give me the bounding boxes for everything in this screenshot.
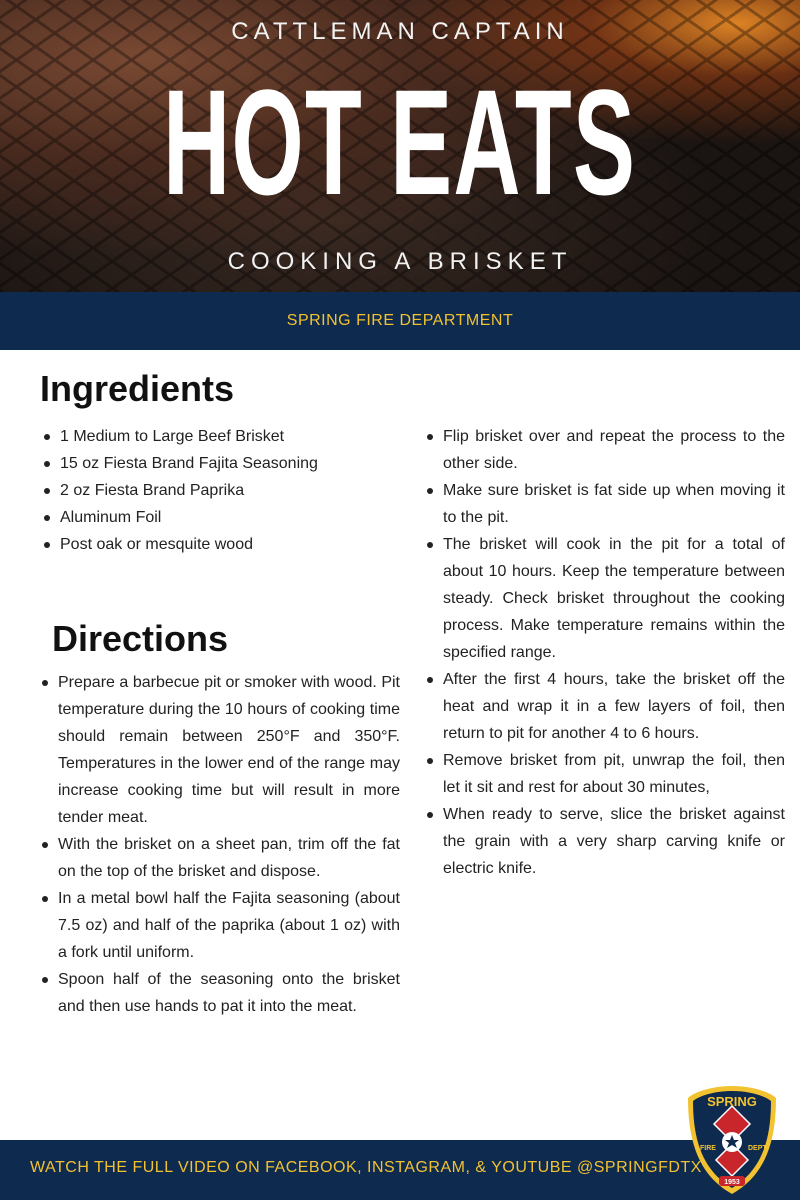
directions-heading: Directions [52, 618, 229, 659]
direction-step: When ready to serve, slice the brisket against the grain with a very sharp carving knife or electric knife. [425, 801, 785, 882]
hero-banner [0, 0, 800, 292]
directions-list-left [40, 669, 400, 1020]
direction-step: Flip brisket over and repeat the process to the other side. [425, 423, 785, 477]
hero-top-line: CATTLEMAN CAPTAIN [231, 18, 569, 45]
fire-department-badge-icon [686, 1084, 778, 1196]
ingredient-item: 1 Medium to Large Beef Brisket [42, 423, 382, 450]
badge-right-text: DEPT [748, 1145, 767, 1152]
ingredient-item: Aluminum Foil [42, 504, 382, 531]
direction-step: With the brisket on a sheet pan, trim off the fat on the top of the brisket and dispose. [40, 831, 400, 885]
department-band [0, 292, 800, 350]
badge-top-text: SPRING [707, 1094, 757, 1109]
direction-step: Make sure brisket is fat side up when moving it to the pit. [425, 477, 785, 531]
footer-band [0, 1140, 800, 1200]
direction-step: Prepare a barbecue pit or smoker with wood. Pit temperature during the 10 hours of cooking time should remain between 250°F and 350°F. Temperatures in the lower end of the range may increase cooking time but will result in more tender meat. [40, 669, 400, 831]
badge-left-text: FIRE [700, 1145, 716, 1152]
ingredient-item: Post oak or mesquite wood [42, 531, 382, 558]
ingredients-list [42, 423, 382, 558]
direction-step: The brisket will cook in the pit for a total of about 10 hours. Keep the temperature between steady. Check brisket throughout the cooking process. Make temperature remains within the specified range. [425, 531, 785, 666]
ingredients-heading: Ingredients [40, 368, 235, 409]
ingredient-item: 2 oz Fiesta Brand Paprika [42, 477, 382, 504]
social-media-callout: WATCH THE FULL VIDEO ON FACEBOOK, INSTAGRAM, & YOUTUBE @SPRINGFDTX [30, 1159, 702, 1176]
direction-step: Spoon half of the seasoning onto the brisket and then use hands to pat it into the meat. [40, 966, 400, 1020]
direction-step: Remove brisket from pit, unwrap the foil, then let it sit and rest for about 30 minutes, [425, 747, 785, 801]
department-name: SPRING FIRE DEPARTMENT [286, 312, 514, 329]
direction-step: In a metal bowl half the Fajita seasoning (about 7.5 oz) and half of the paprika (about 1 oz) with a fork until uniform. [40, 885, 400, 966]
directions-list-right [425, 423, 785, 882]
hero-title-text: HOT EATS [163, 58, 637, 226]
hero-subtitle: COOKING A BRISKET [227, 248, 573, 275]
direction-step: After the first 4 hours, take the brisket off the heat and wrap it in a few layers of foil, then return to pit for another 4 to 6 hours. [425, 666, 785, 747]
ingredient-item: 15 oz Fiesta Brand Fajita Seasoning [42, 450, 382, 477]
hero-title [0, 52, 800, 232]
badge-year: 1953 [724, 1179, 740, 1186]
